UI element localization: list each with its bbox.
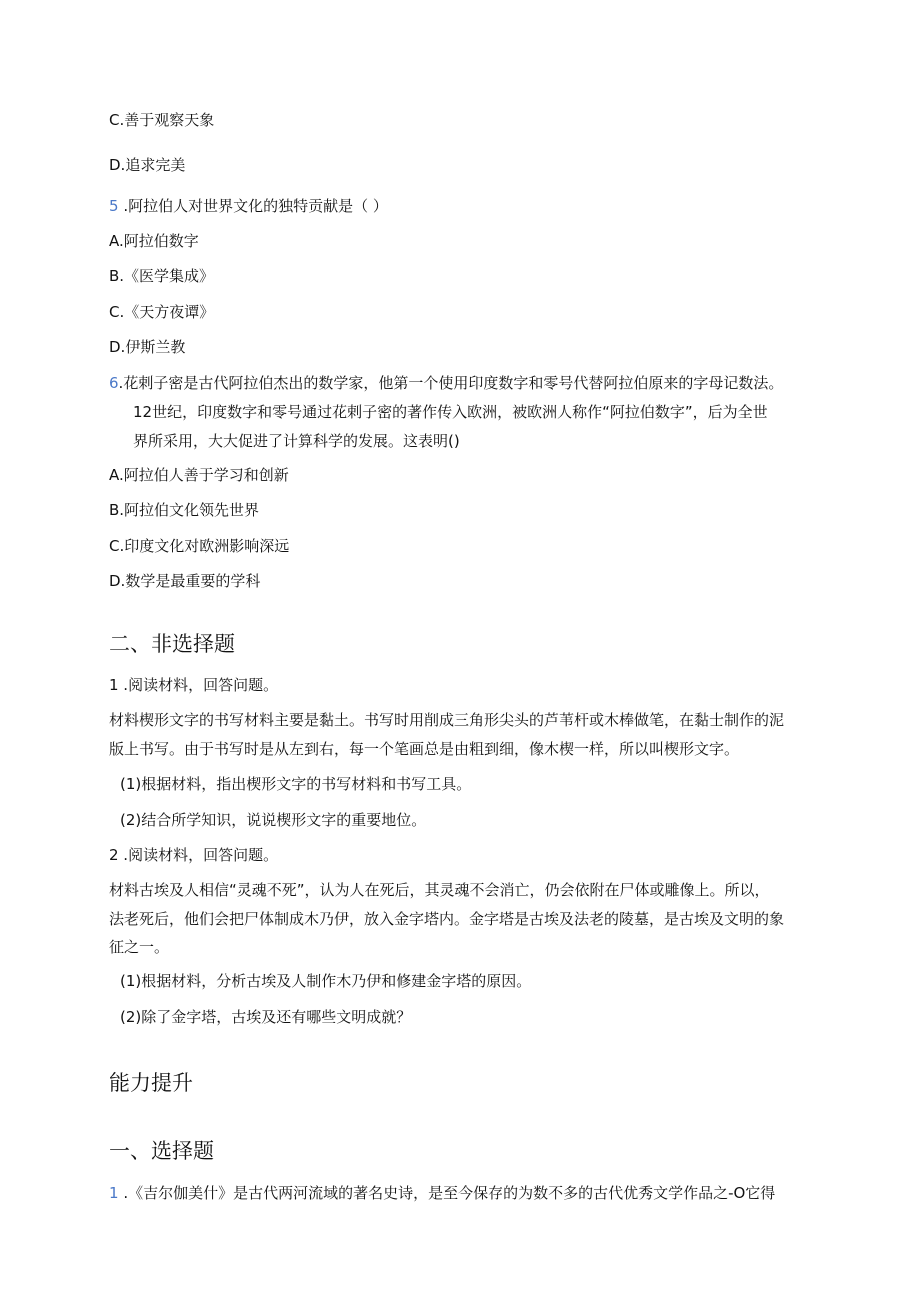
question-number: 5 bbox=[109, 197, 119, 215]
material-text: 征之一。 bbox=[109, 938, 170, 956]
option-c: C.善于观察天象 bbox=[109, 111, 215, 129]
option-b: B.《医学集成》 bbox=[109, 267, 215, 285]
question-2-heading: 2 .阅读材料，回答问题。 bbox=[109, 846, 279, 864]
option-d: D.追求完美 bbox=[109, 156, 186, 174]
material-text: 材料楔形文字的书写材料主要是黏土。书写时用削成三角形尖头的芦苇杆或木棒做笔，在黏士制作的泥 bbox=[109, 711, 785, 729]
material-text: 版上书写。由于书写时是从左到右，每一个笔画总是由粗到细，像木楔一样，所以叫楔形文字。 bbox=[109, 740, 740, 758]
question-5 bbox=[109, 196, 388, 216]
section-heading: 二、非选择题 bbox=[109, 632, 235, 656]
section-heading: 一、选择题 bbox=[109, 1139, 214, 1163]
section-heading: 能力提升 bbox=[109, 1071, 193, 1095]
sub-question: (1)根据材料，指出楔形文字的书写材料和书写工具。 bbox=[120, 775, 472, 793]
option-c: C.印度文化对欧洲影响深远 bbox=[109, 537, 290, 555]
question-number: 1 bbox=[109, 1184, 119, 1202]
option-d: D.数学是最重要的学科 bbox=[109, 572, 261, 590]
question-text: .阿拉伯人对世界文化的独特贡献是（ ） bbox=[118, 197, 388, 215]
question-1 bbox=[109, 1183, 775, 1203]
question-6 bbox=[109, 373, 783, 393]
option-d: D.伊斯兰教 bbox=[109, 338, 186, 356]
material-text: 法老死后，他们会把尸体制成木乃伊，放入金字塔内。金字塔是古埃及法老的陵墓，是古埃及文明的象 bbox=[109, 910, 785, 928]
question-1-heading: 1 .阅读材料，回答问题。 bbox=[109, 676, 279, 694]
option-a: A.阿拉伯人善于学习和创新 bbox=[109, 466, 289, 484]
question-text-line: 12世纪，印度数字和零号通过花剌子密的著作传入欧洲，被欧洲人称作“阿拉伯数字”，后为全世 bbox=[133, 403, 768, 421]
sub-question: (2)结合所学知识，说说楔形文字的重要地位。 bbox=[120, 811, 427, 829]
sub-question: (2)除了金字塔，古埃及还有哪些文明成就？ bbox=[120, 1008, 412, 1026]
option-c: C.《天方夜谭》 bbox=[109, 303, 215, 321]
question-text: .花剌子密是古代阿拉伯杰出的数学家，他第一个使用印度数字和零号代替阿拉伯原来的字母记数法。 bbox=[118, 374, 784, 392]
sub-question: (1)根据材料，分析古埃及人制作木乃伊和修建金字塔的原因。 bbox=[120, 972, 532, 990]
question-text-line: 界所采用，大大促进了计算科学的发展。这表明() bbox=[133, 432, 460, 450]
option-b: B.阿拉伯文化领先世界 bbox=[109, 501, 260, 519]
material-text: 材料古埃及人相信“灵魂不死”，认为人在死后，其灵魂不会消亡，仍会依附在尸体或雕像上。所以， bbox=[109, 881, 770, 899]
option-a: A.阿拉伯数字 bbox=[109, 232, 199, 250]
question-text: .《吉尔伽美什》是古代两河流域的著名史诗，是至今保存的为数不多的古代优秀文学作品之-O它得 bbox=[118, 1184, 776, 1202]
question-number: 6 bbox=[109, 374, 119, 392]
